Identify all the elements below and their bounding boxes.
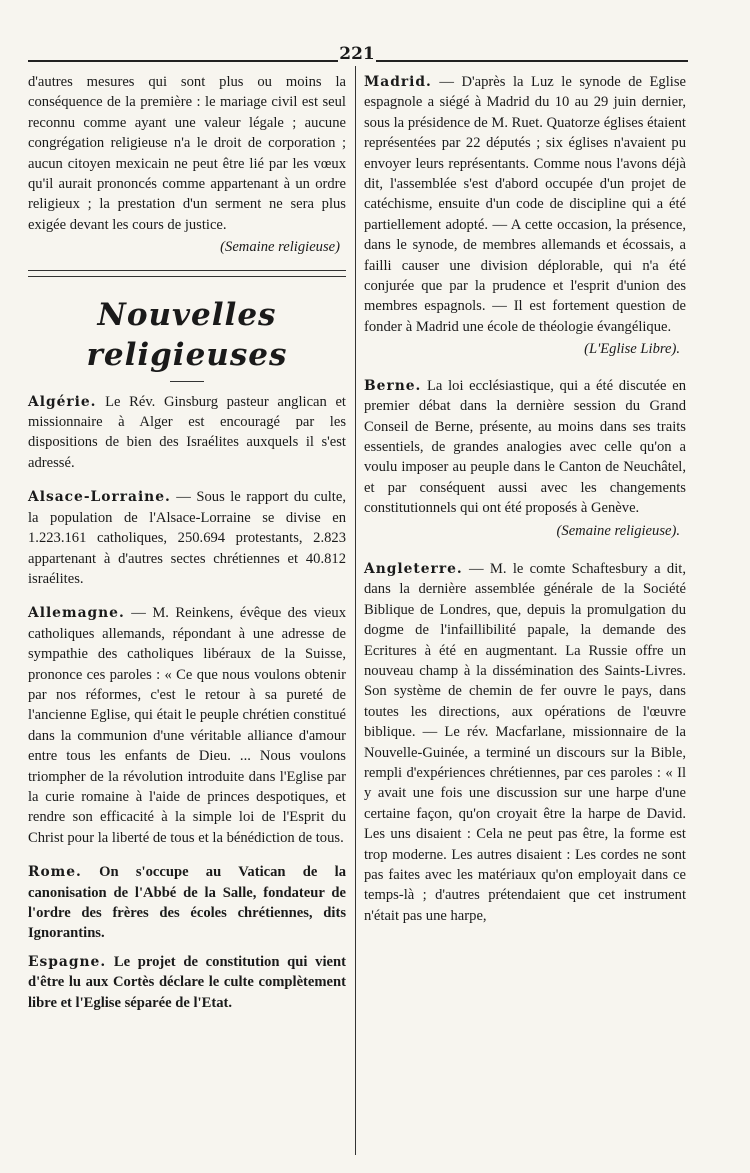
header-rule-left — [28, 60, 338, 62]
news-keyword: Madrid. — [364, 74, 432, 90]
right-column — [364, 72, 686, 926]
news-text: — D'après la Luz le synode de Eglise espagnole a siégé à Madrid du 10 au 29 juin dernier, sous la présidence de M. Ruet. Quatorze églises étaient représentées par 22 députés ; six églises n'avaient pu envoyer leurs représentants. Comme nous l'avons déjà dit, l'assemblée s'est d'abord occupée d'un projet de catéchisme, ensuite d'un code de discipline qui a été partiellement adopté. — A cette occasion, la présence, dans le synode, de membres allemands et écossais, a failli causer une division déplorable, qui n'a été conjurée que par la prudence et l'esprit d'union des membres espagnols. — Il est fortement question de fonder à Madrid une école de théologie évangélique. — [364, 74, 686, 335]
news-keyword: Angleterre. — [364, 560, 463, 577]
news-item-allemagne — [28, 603, 346, 848]
header-rule-right — [376, 60, 688, 62]
intro-paragraph: d'autres mesures qui sont plus ou moins la conséquence de la première : le mariage civil est seul reconnu comme ayant une valeur légale ; aucune congrégation religieuse n'a le droit de corporation ; aucun citoyen mexicain ne peut être lié par les vœux qu'il aurait prononcés comme appartenant à un ordre religieux ; la prestation d'un serment ne sera plus exigée devant les cours de justice. — [28, 74, 346, 233]
news-item-angleterre — [364, 559, 686, 926]
madrid-source: (L'Eglise Libre). — [584, 341, 680, 358]
intro-source: (Semaine religieuse) — [220, 239, 340, 256]
news-item-berne — [364, 376, 686, 519]
news-keyword: Espagne. — [28, 953, 107, 970]
page-number: 221 — [339, 44, 375, 64]
news-item-madrid — [364, 72, 686, 337]
news-item-rome — [28, 862, 346, 944]
news-text: — M. Reinkens, évêque des vieux catholiques allemands, répondant à une adresse de sympathie des catholiques libéraux de la Suisse, prononce ces paroles : « Ce que nous voulons obtenir par nos réformes, c'est le retour à sa pureté de l'ancienne Eglise, qui était le peuple chrétien constitué dans la communion d'une véritable alliance d'amour entre tous les enfants de Dieu. ... Nous voulons triompher de la révolution introduite dans l'Eglise par la curie romaine à l'aide de princes despotiques, et rendre son efficacité à la simple loi de l'Esprit du Christ pour la liberté de tous et la bénédiction de tous. — [28, 605, 346, 846]
news-item-alsace-lorraine — [28, 487, 346, 589]
news-keyword: Allemagne. — [28, 605, 125, 622]
news-text: Le Rév. Ginsburg pasteur anglican et missionnaire à Alger est encouragé par les dispositions de bien des Israélites auxquels il s'est adressé. — [28, 393, 346, 471]
news-text: Le projet de constitution qui vient d'être lu aux Cortès déclare le culte complètement libre et l'Eglise séparée de l'Etat. — [28, 953, 346, 1011]
news-text: — Sous le rapport du culte, la population de l'Alsace-Lorraine se divise en 1.223.161 catholiques, 250.694 protestants, 2.823 appartenant à d'autres sectes chrétiennes et 40.812 israélites. — [28, 489, 346, 587]
section-title: Nouvelles religieuses — [86, 296, 288, 373]
berne-source: (Semaine religieuse). — [556, 522, 680, 539]
news-text: On s'occupe au Vatican de la canonisation de l'Abbé de la Salle, fondateur de l'ordre des frères des écoles chrétiennes, dits Ignorantins. — [28, 864, 346, 942]
left-column — [28, 72, 346, 1027]
news-keyword: Algérie. — [28, 393, 97, 410]
news-text: — M. le comte Schaftesbury a dit, dans la dernière assemblée générale de la Société Biblique de Londres, que, depuis la promulgation du dogme de l'infaillibilité papale, la demande des Ecritures à été en augmentant. La Russie offre un nouveau champ à la dissémination des Saints-Livres. Son système de chemin de fer ouvre le pays, dans toutes les directions, aux opérations de l'œuvre biblique. — Le rév. Macfarlane, missionnaire de la Nouvelle-Guinée, a terminé un discours sur la Bible, rempli d'expériences chrétiennes, par ces paroles : « Il y avait une fois une discussion sur une harpe d'une certaine façon, qu'on croyait être la harpe de David. Les uns disaient : Cela ne peut pas être, la forme est trop moderne. Les autres disaient : Les cordes ne sont pas faites avec les matériaux qu'on employait dans ce temps-là ; d'autres prétendaient que cet instrument n'était pas une harpe, — [364, 560, 686, 924]
news-item-espagne — [28, 952, 346, 1013]
news-keyword: Rome. — [28, 864, 82, 881]
news-keyword: Berne. — [364, 377, 422, 394]
section-separator — [28, 270, 346, 277]
column-divider — [355, 66, 356, 1155]
news-keyword: Alsace-Lorraine. — [28, 489, 171, 506]
title-underline — [170, 381, 204, 382]
news-text: La loi ecclésiastique, qui a été discutée en premier débat dans la dernière session du Grand Conseil de Berne, présente, au moins dans ses traits essentiels, de grandes analogies avec celle qu'on a voulu imposer au peuple dans le Canton de Neuchâtel, et par conséquent aussi avec les changements constitutionnels qui ont été proposés à Genève. — [364, 377, 686, 517]
news-item-algerie — [28, 392, 346, 474]
